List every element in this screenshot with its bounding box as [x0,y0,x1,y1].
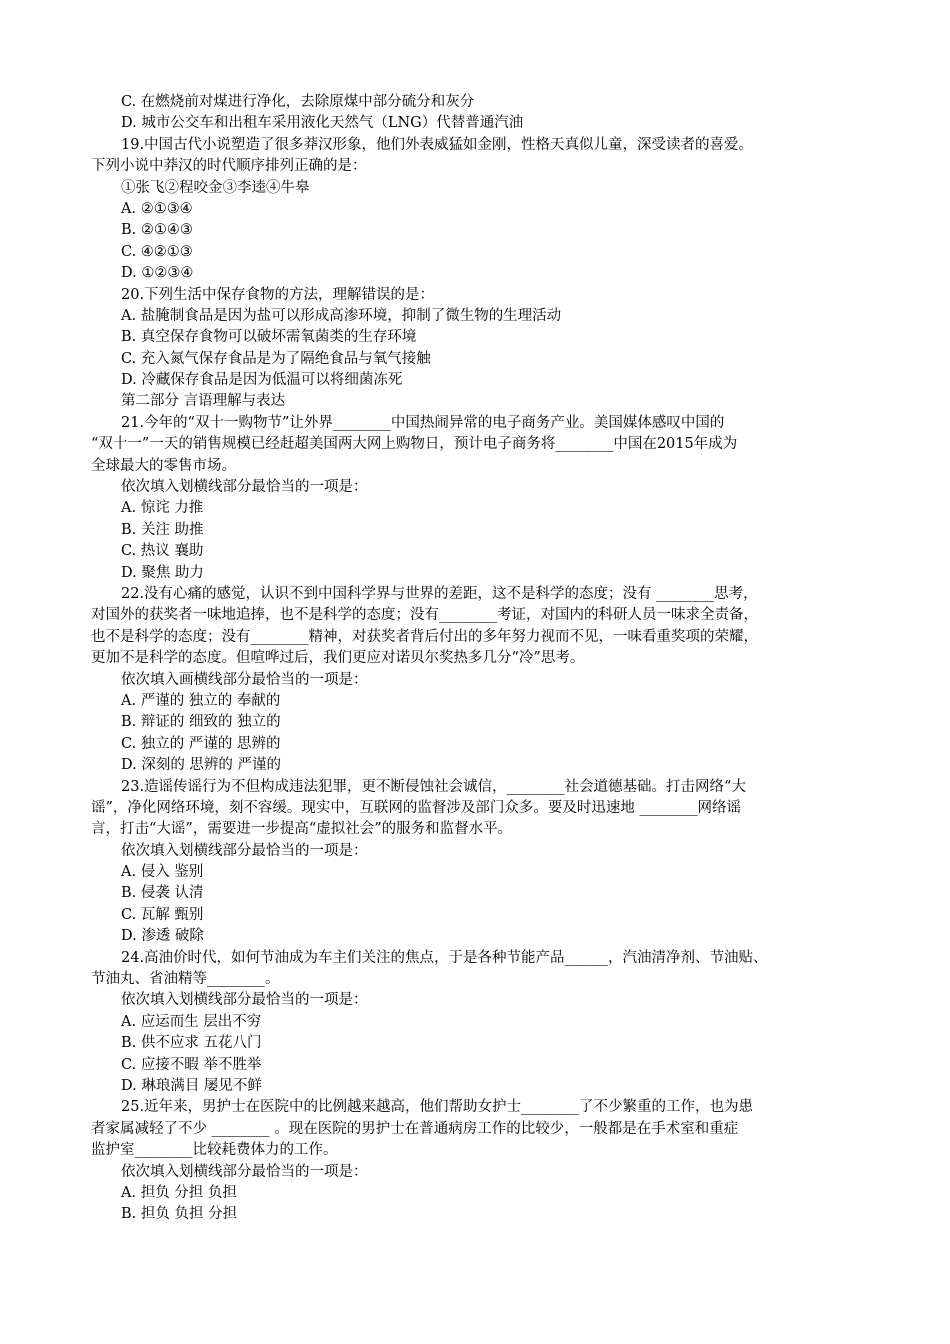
answer-option: A. 担负 分担 负担 [121,1184,237,1201]
text-line: 言，打击“大谣”，需要进一步提高“虚拟社会”的服务和监督水平。 [91,821,513,838]
text-line: 更加不是科学的态度。但喧哗过后，我们更应对诺贝尔奖热多几分“冷”思考。 [91,650,585,667]
answer-option: B. 担负 负担 分担 [121,1206,238,1223]
text-line: 对国外的获奖者一味地追捧，也不是科学的态度；没有________考证，对国内的科研人员一味求全责备， [91,607,758,624]
text-line: 谣”，净化网络环境，刻不容缓。现实中，互联网的监督涉及部门众多。要及时迅速地 ________网络谣 [91,799,742,816]
answer-option: C. 瓦解 甄别 [121,906,204,923]
answer-option: B. 辩证的 细致的 独立的 [121,714,281,731]
answer-option: C. 热议 襄助 [121,543,204,560]
answer-option: A. 盐腌制食品是因为盐可以形成高渗环境，抑制了微生物的生理活动 [121,307,562,324]
text-line: 下列小说中莽汉的时代顺序排列正确的是： [91,158,367,175]
answer-option: D. 深刻的 思辨的 严谨的 [121,757,282,774]
answer-option: A. 严谨的 独立的 奉献的 [121,692,281,709]
paragraph-start: 23.造谣传谣行为不但构成违法犯罪，更不断侵蚀社会诚信，________社会道德基础。打击网络“大 [121,778,746,795]
text-line: 监护室________比较耗费体力的工作。 [91,1142,338,1159]
paragraph-start: 24.高油价时代，如何节油成为车主们关注的焦点，于是各种节能产品______，汽油清净剂、节油贴、 [121,949,768,966]
text-line: 也不是科学的态度；没有________精神，对获奖者背后付出的多年努力视而不见，一味看重奖项的荣耀， [91,628,758,645]
answer-option: B. 侵袭 认清 [121,885,204,902]
paragraph-start: 22.没有心痛的感觉，认识不到中国科学界与世界的差距，这不是科学的态度；没有 ________思考， [121,585,758,602]
answer-option: B. 真空保存食物可以破坏需氧菌类的生存环境 [121,329,417,346]
answer-option: D. 城市公交车和出租车采用液化天然气（LNG）代替普通汽油 [121,115,524,132]
paragraph-start: 第二部分 言语理解与表达 [121,393,286,410]
paragraph-start: 25.近年来，男护士在医院中的比例越来越高，他们帮助女护士________了不少繁重的工作，也为患 [121,1099,754,1116]
text-line: “双十一”一天的销售规模已经赶超美国两大网上购物日，预计电子商务将________中国在2015年成为 [91,436,738,453]
paragraph-start: 20.下列生活中保存食物的方法，理解错误的是： [121,286,435,303]
paragraph-start: ①张飞②程咬金③李逵④牛皋 [121,179,310,196]
answer-option: D. ①②③④ [121,265,194,282]
text-line: 全球最大的零售市场。 [91,457,236,474]
answer-option: B. 关注 助推 [121,521,204,538]
text-line: 节油丸、省油精等________。 [91,971,280,988]
answer-option: D. 琳琅满目 屡见不鲜 [121,1077,262,1094]
answer-option: C. ④②①③ [121,243,193,260]
answer-option: C. 应接不暇 举不胜举 [121,1056,262,1073]
answer-option: C. 在燃烧前对煤进行净化，去除原煤中部分硫分和灰分 [121,94,475,110]
paragraph-start: 依次填入画横线部分最恰当的一项是： [121,671,368,688]
paragraph-start: 21.今年的“双十一购物节”让外界________中国热闹异常的电子商务产业。美国媒体感叹中国的 [121,414,725,431]
answer-option: A. 惊诧 力推 [121,500,204,517]
paragraph-start: 依次填入划横线部分最恰当的一项是： [121,1163,368,1180]
text-line: 者家属减轻了不少 ________ 。现在医院的男护士在普通病房工作的比较少，一般都是在手术室和重症 [91,1120,739,1137]
answer-option: A. 应运而生 层出不穷 [121,1013,262,1030]
paragraph-start: 依次填入划横线部分最恰当的一项是： [121,992,368,1009]
answer-option: A. 侵入 鉴别 [121,864,204,881]
answer-option: C. 充入氮气保存食品是为了隔绝食品与氧气接触 [121,350,431,367]
answer-option: B. 供不应求 五花八门 [121,1035,262,1052]
answer-option: D. 渗透 破除 [121,928,204,945]
answer-option: A. ②①③④ [121,200,193,217]
paragraph-start: 19.中国古代小说塑造了很多莽汉形象，他们外表威猛如金刚，性格天真似儿童，深受读者的喜爱。 [121,136,754,153]
answer-option: D. 冷藏保存食品是因为低温可以将细菌冻死 [121,372,403,389]
paragraph-start: 依次填入划横线部分最恰当的一项是： [121,842,368,859]
answer-option: C. 独立的 严谨的 思辨的 [121,735,281,752]
paragraph-start: 依次填入划横线部分最恰当的一项是： [121,479,368,496]
answer-option: D. 聚焦 助力 [121,564,204,581]
answer-option: B. ②①④③ [121,222,193,239]
document-body [91,92,861,1226]
